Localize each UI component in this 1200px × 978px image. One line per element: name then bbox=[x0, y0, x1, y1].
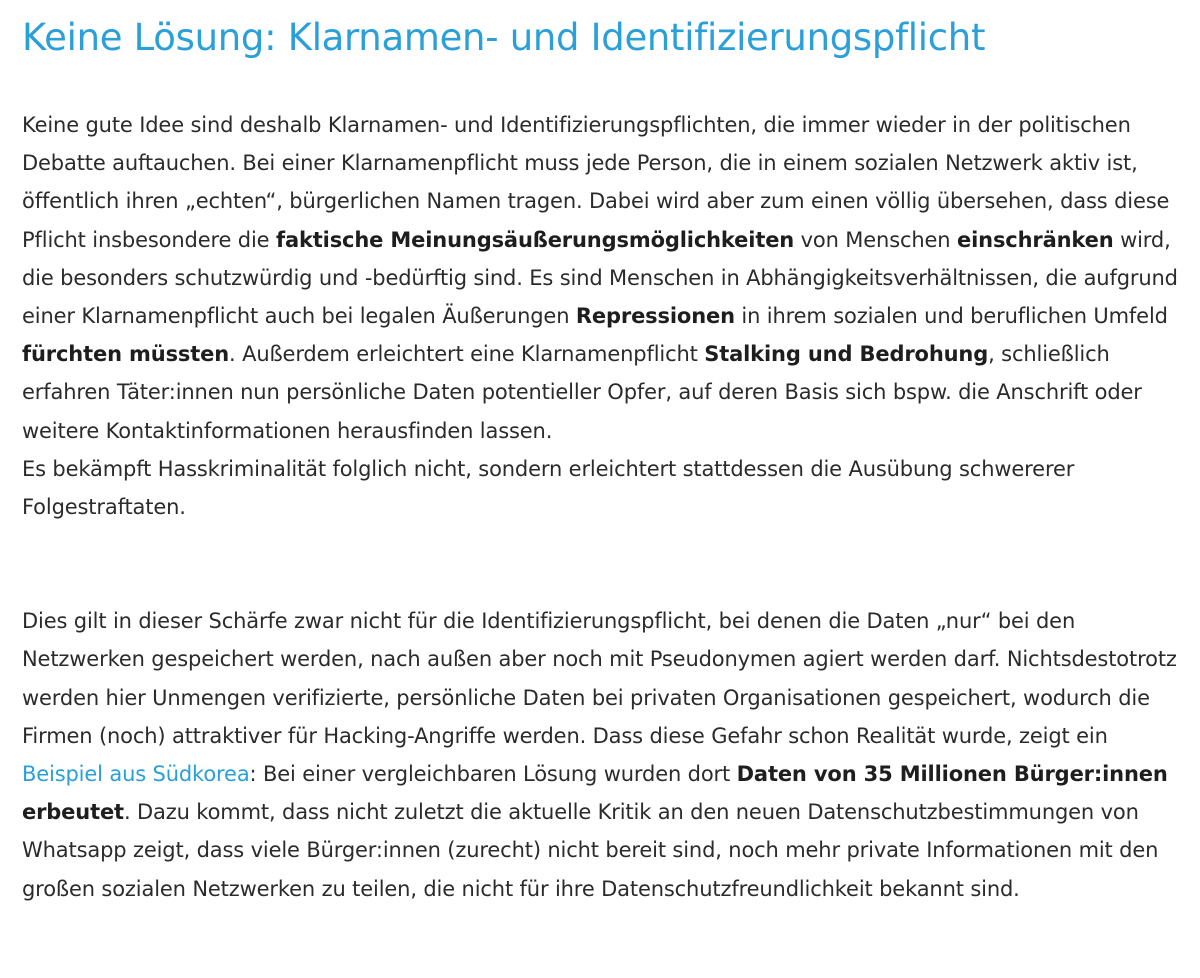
bold-phrase: Repressionen bbox=[575, 304, 735, 329]
paragraph-klarnamenpflicht bbox=[22, 106, 1180, 526]
text-run: von Menschen bbox=[794, 227, 957, 252]
text-run: Keine gute Idee sind deshalb Klarnamen- und Identifizierungspflichten, die immer wieder in der politischen Debatte auftauchen. Bei einer Klarnamenpflicht muss jede Person, die in einem sozialen Netzwerk aktiv ist, öffentlich ihren „echten“, bürgerlichen Namen tragen. Dabei wird aber zum einen völlig übersehen, dass diese Pflicht insbesondere die bbox=[22, 113, 1170, 252]
text-run: Dies gilt in dieser Schärfe zwar nicht für die Identifizierungspflicht, bei denen die Daten „nur“ bei den Netzwerken gespeichert werden, nach außen aber noch mit Pseudonymen agiert werden darf. Nichtsdestotrotz werden hier Unmengen verifizierte, persönliche Daten bei privaten Organisationen gespeichert, wodurch die Firmen (noch) attraktiver für Hacking-Angriffe werden. Dass diese Gefahr schon Realität wurde, zeigt ein bbox=[22, 609, 1177, 748]
text-run: . Dazu kommt, dass nicht zuletzt die aktuelle Kritik an den neuen Datenschutzbestimmungen von Whatsapp zeigt, dass viele Bürger:innen (zurecht) nicht bereit sind, noch mehr private Informationen mit den großen sozialen Netzwerken zu teilen, die nicht für ihre Datenschutzfreundlichkeit bekannt sind. bbox=[22, 800, 1159, 901]
bold-phrase: Daten von 35 Millionen Bürger:innen erbeutet bbox=[22, 762, 1168, 825]
text-run: . Außerdem erleichtert eine Klarnamenpflicht bbox=[229, 342, 705, 367]
link-beispiel-suedkorea[interactable]: Beispiel aus Südkorea bbox=[22, 762, 250, 787]
text-run: wird, die besonders schutzwürdig und -bedürftig sind. Es sind Menschen in Abhängigkeitsverhältnissen, die aufgrund einer Klarnamenpflicht auch bei legalen Äußerungen bbox=[22, 227, 1178, 329]
bold-phrase: einschränken bbox=[957, 227, 1114, 252]
text-run: : Bei einer vergleichbaren Lösung wurden dort bbox=[249, 762, 737, 787]
bold-phrase: faktische Meinungsäußerungsmöglichkeiten bbox=[275, 227, 795, 252]
text-run: in ihrem sozialen und beruflichen Umfeld bbox=[734, 304, 1168, 329]
text-run: Es bekämpft Hasskriminalität folglich nicht, sondern erleichtert stattdessen die Ausübung schwererer Folgestraftaten. bbox=[22, 456, 1075, 520]
bold-phrase: Stalking und Bedrohung bbox=[704, 342, 989, 367]
text-run: , schließlich erfahren Täter:innen nun persönliche Daten potentieller Opfer, auf deren Basis sich bspw. die Anschrift oder weitere Kontaktinformationen herausfinden lassen. bbox=[22, 342, 1142, 443]
section-heading: Keine Lösung: Klarnamen- und Identifizierungspflicht bbox=[22, 16, 986, 59]
bold-phrase: fürchten müssten bbox=[22, 342, 230, 367]
paragraph-identifizierungspflicht bbox=[22, 602, 1180, 908]
